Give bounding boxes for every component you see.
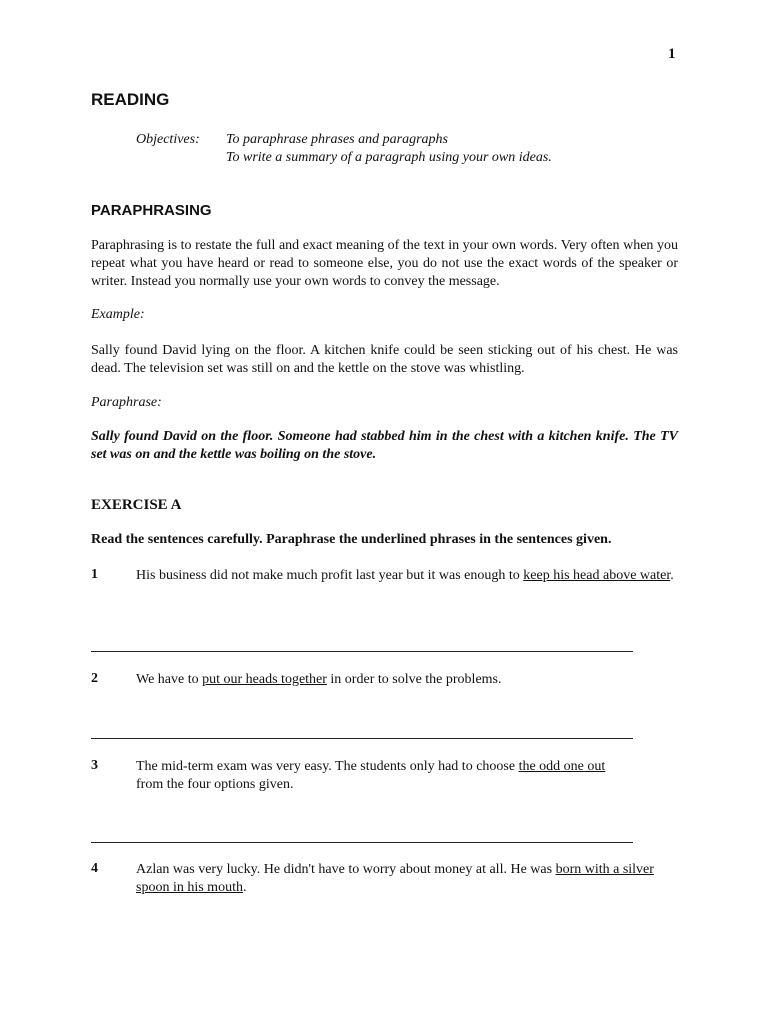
answer-line[interactable] (91, 738, 633, 739)
example-label: Example: (91, 307, 145, 322)
question-text-after: from the four options given. (136, 777, 294, 792)
question-text-after: . (670, 568, 674, 583)
underlined-phrase: keep his head above water (523, 568, 671, 583)
underlined-phrase: put our heads together (202, 672, 327, 687)
paraphrasing-intro: Paraphrasing is to restate the full and exact meaning of the text in your own words. Very often when you repeat what you have heard or read to someone else, you do not use the exact words of the speaker or writer. Instead you normally use your own words to convey the message. (91, 238, 678, 289)
answer-line[interactable] (91, 651, 633, 652)
question-text-before: The mid-term exam was very easy. The students only had to choose (136, 759, 519, 774)
question-number: 4 (91, 861, 98, 876)
question-text-before: Azlan was very lucky. He didn't have to worry about money at all. He was (136, 862, 556, 877)
answer-line[interactable] (91, 842, 633, 843)
objectives-label: Objectives: (136, 132, 200, 147)
page-title: READING (91, 90, 170, 109)
exercise-instruction: Read the sentences carefully. Paraphrase the underlined phrases in the sentences given. (91, 532, 612, 547)
section-heading-paraphrasing: PARAPHRASING (91, 202, 212, 219)
question-text (136, 758, 626, 794)
underlined-phrase: born with a silver spoon in his mouth (136, 862, 654, 895)
underlined-phrase: the odd one out (518, 759, 606, 774)
paraphrase-label: Paraphrase: (91, 395, 162, 410)
question-number: 3 (91, 758, 98, 773)
question-text-before: His business did not make much profit last year but it was enough to (136, 568, 524, 583)
page-number: 1 (668, 46, 676, 62)
objective-item: To write a summary of a paragraph using your own ideas. (226, 150, 552, 165)
question-text (136, 567, 681, 585)
exercise-title: EXERCISE A (91, 497, 182, 513)
question-text (136, 861, 666, 897)
question-number: 2 (91, 671, 98, 686)
question-text-before: We have to (136, 672, 203, 687)
question-number: 1 (91, 567, 98, 582)
objectives-list (226, 131, 686, 167)
objective-item: To paraphrase phrases and paragraphs (226, 132, 448, 147)
question-text (136, 671, 681, 689)
paraphrase-text: Sally found David on the floor. Someone had stabbed him in the chest with a kitchen knife. The TV set was on and the kettle was boiling on the stove. (91, 429, 678, 462)
question-text-after: in order to solve the problems. (326, 672, 502, 687)
question-text-after: . (242, 880, 247, 895)
example-text: Sally found David lying on the floor. A kitchen knife could be seen sticking out of his chest. He was dead. The television set was still on and the kettle on the stove was whistling. (91, 343, 678, 376)
